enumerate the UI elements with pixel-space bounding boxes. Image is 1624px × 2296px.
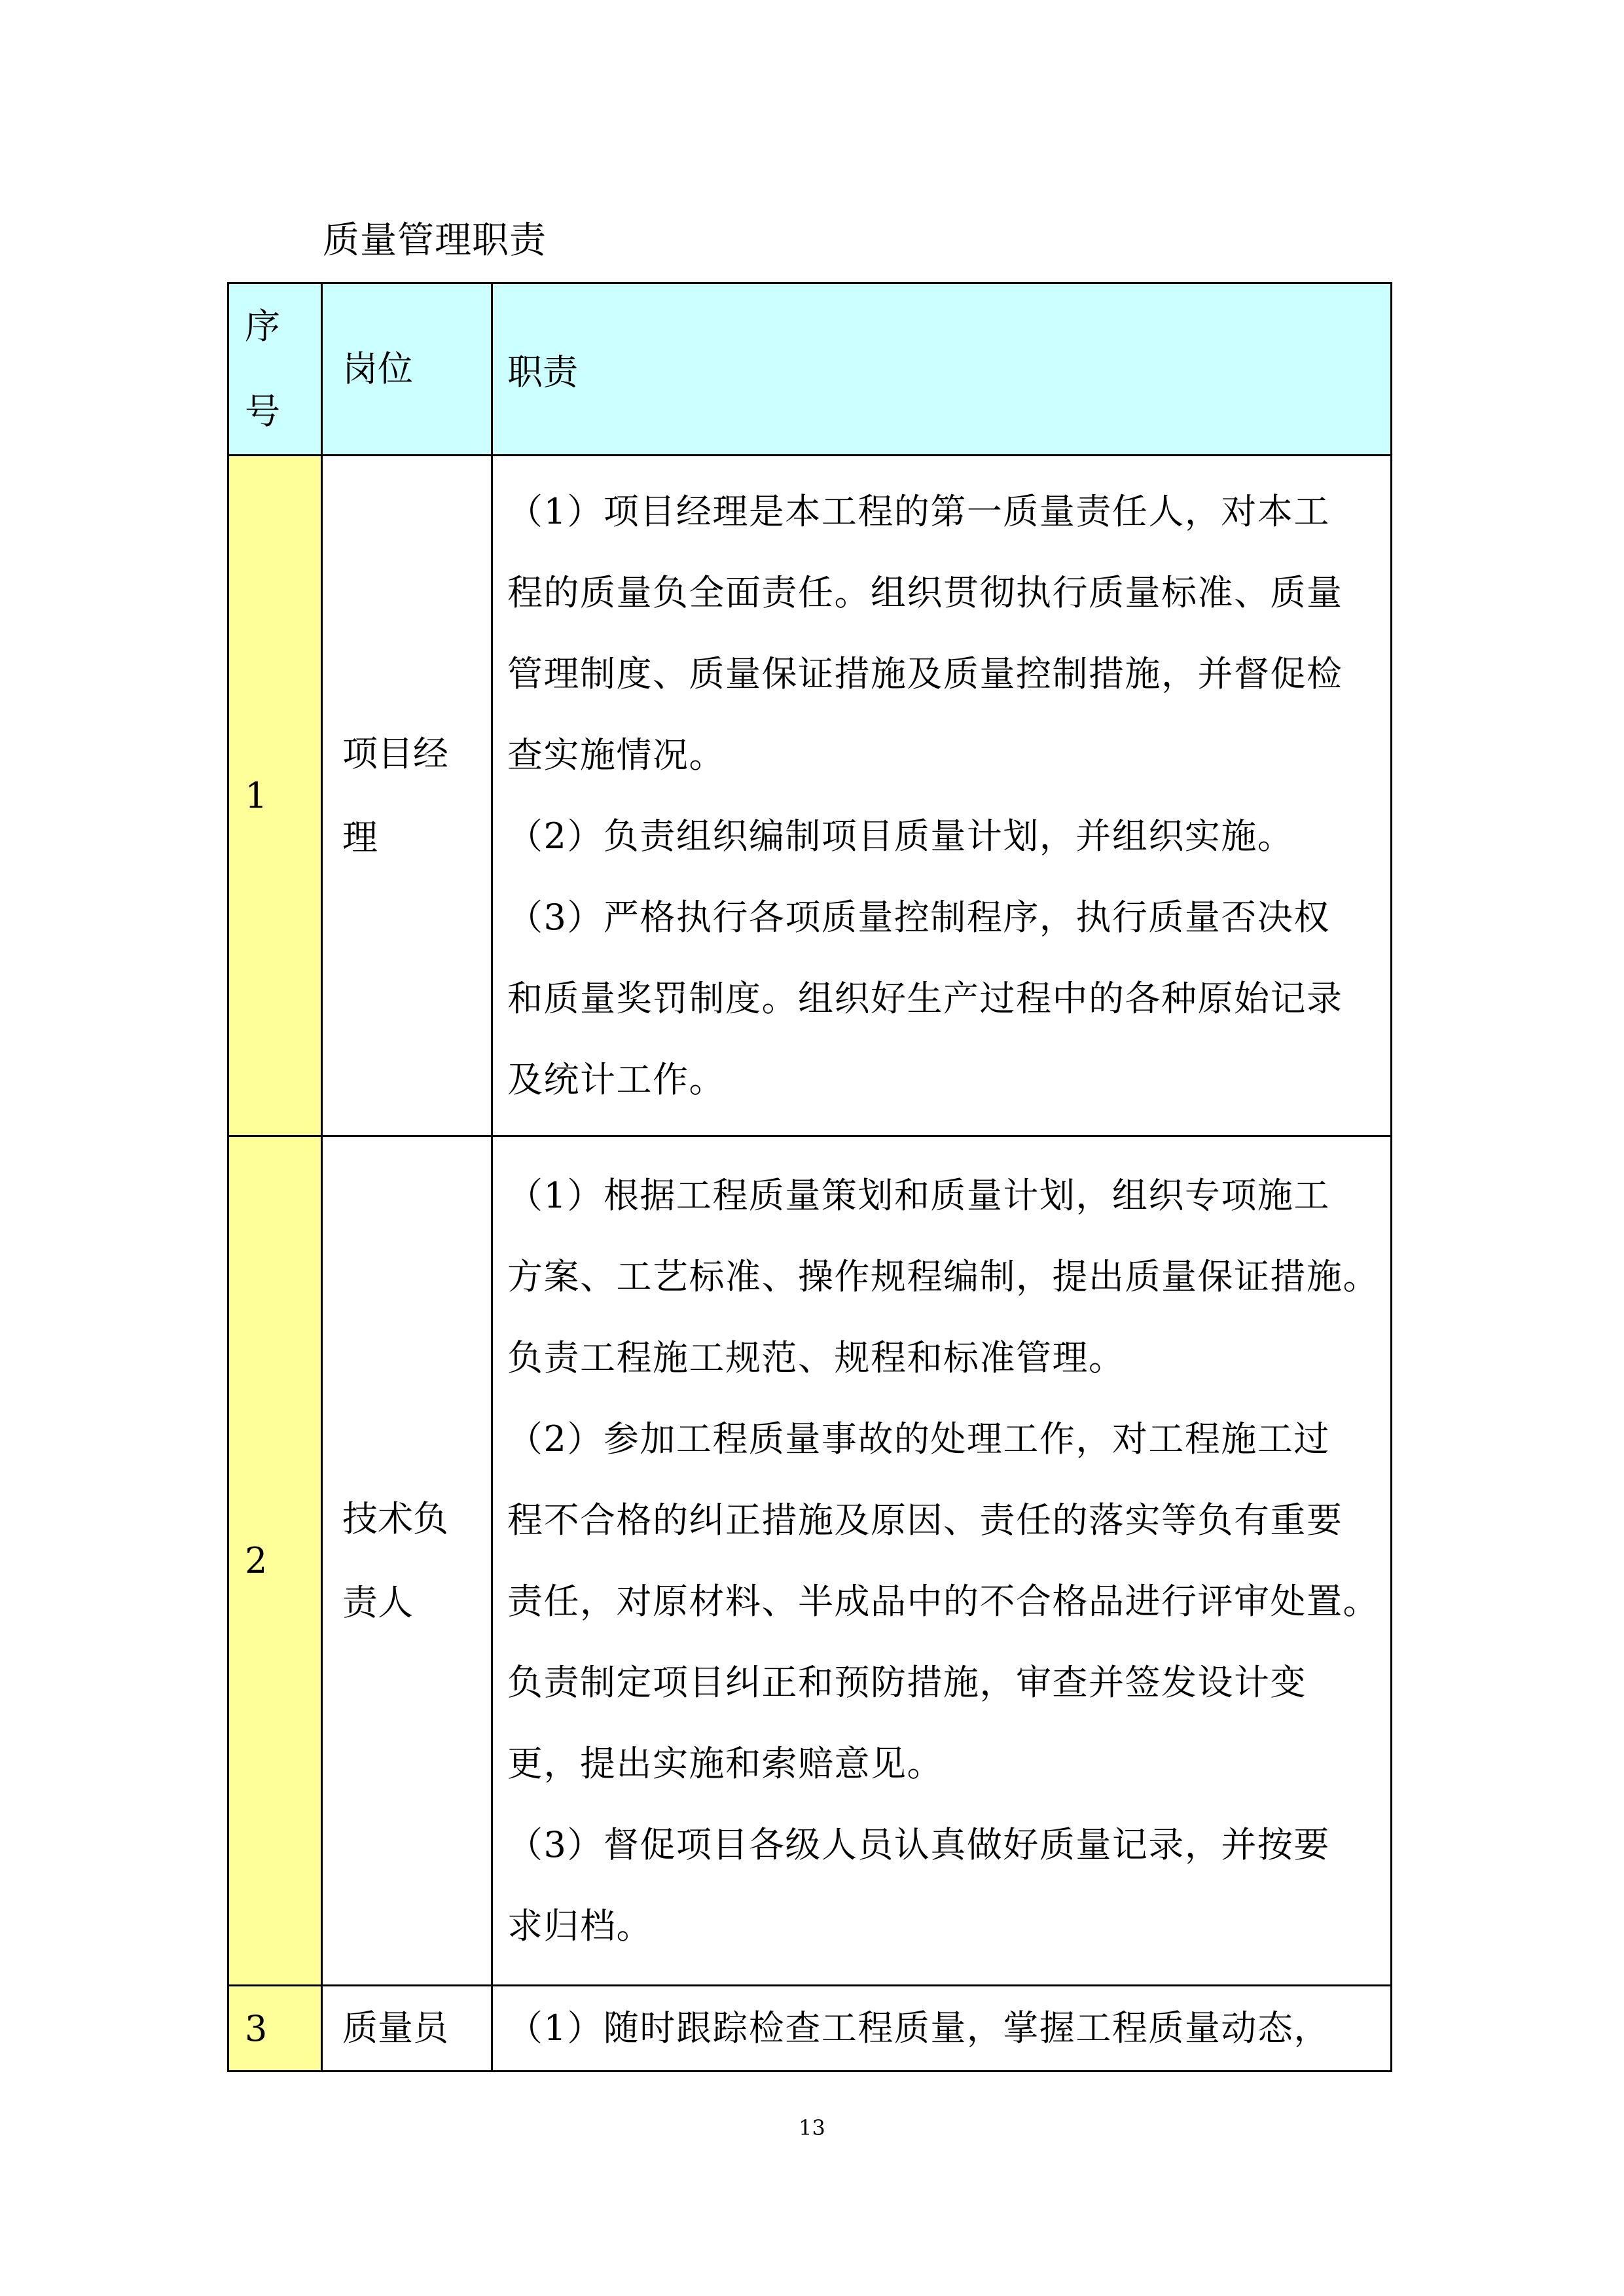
position-line: 理 — [342, 816, 378, 858]
table-row — [228, 1986, 1392, 2072]
duty-line: （2）负责组织编制项目质量计划，并组织实施。 — [507, 815, 1294, 857]
duty-line: 求归档。 — [507, 1905, 653, 1946]
duty-line: 更，提出实施和索赔意见。 — [507, 1742, 943, 1784]
duty-line: 责任，对原材料、半成品中的不合格品进行评审处置。 — [507, 1580, 1379, 1622]
section-title: 质量管理职责 — [323, 219, 547, 262]
duty-line: 程不合格的纠正措施及原因、责任的落实等负有重要 — [507, 1499, 1343, 1541]
page-number: 13 — [799, 2115, 825, 2140]
table-header-row — [228, 283, 1392, 456]
duty-line: （2）参加工程质量事故的处理工作，对工程施工过 — [507, 1418, 1330, 1460]
row-duty — [492, 456, 1392, 1136]
row-index: 2 — [228, 1136, 322, 1986]
duty-line: （1）项目经理是本工程的第一质量责任人，对本工 — [507, 490, 1330, 532]
duty-line: 程的质量负全面责任。组织贯彻执行质量标准、质量 — [507, 571, 1343, 613]
header-index-line-1: 序 — [245, 306, 280, 347]
header-position: 岗位 — [322, 283, 492, 456]
duty-line: 管理制度、质量保证措施及质量控制措施，并督促检 — [507, 653, 1343, 694]
position-line: 责人 — [342, 1581, 413, 1623]
duty-line: 及统计工作。 — [507, 1058, 725, 1100]
row-position — [322, 1136, 492, 1986]
row-position — [322, 456, 492, 1136]
header-index — [228, 283, 322, 456]
table-row — [228, 1136, 1392, 1986]
position-line: 质量员 — [342, 2007, 448, 2049]
duty-line: 和质量奖罚制度。组织好生产过程中的各种原始记录 — [507, 977, 1343, 1019]
row-duty — [492, 1136, 1392, 1986]
row-index: 1 — [228, 456, 322, 1136]
row-duty — [492, 1986, 1392, 2072]
header-duty: 职责 — [492, 283, 1392, 456]
duty-line: 负责工程施工规范、规程和标准管理。 — [507, 1336, 1125, 1378]
duty-line: （3）督促项目各级人员认真做好质量记录，并按要 — [507, 1823, 1330, 1865]
row-position — [322, 1986, 492, 2072]
position-line: 技术负 — [342, 1498, 448, 1539]
duty-line: 查实施情况。 — [507, 734, 725, 776]
duty-line: （1）随时跟踪检查工程质量，掌握工程质量动态， — [507, 2007, 1330, 2049]
quality-responsibility-table — [227, 282, 1392, 2072]
header-index-line-2: 号 — [245, 391, 280, 432]
row-index: 3 — [228, 1986, 322, 2072]
duty-line: 方案、工艺标准、操作规程编制，提出质量保证措施。 — [507, 1255, 1379, 1297]
duty-line: （1）根据工程质量策划和质量计划，组织专项施工 — [507, 1174, 1330, 1216]
position-line: 项目经 — [342, 732, 448, 774]
duty-line: （3）严格执行各项质量控制程序，执行质量否决权 — [507, 896, 1330, 938]
table-row — [228, 456, 1392, 1136]
duty-line: 负责制定项目纠正和预防措施，审查并签发设计变 — [507, 1661, 1307, 1703]
